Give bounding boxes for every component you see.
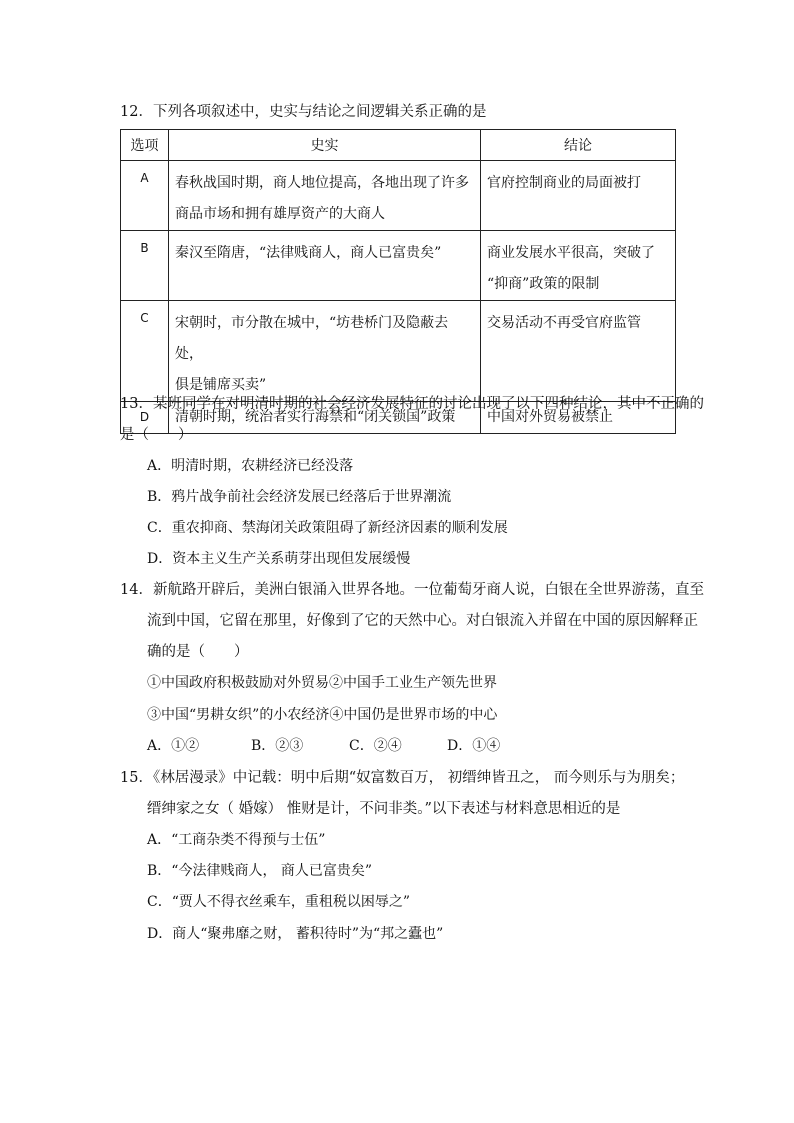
table-row — [121, 301, 676, 402]
fact-text: 俱是铺席买卖” — [175, 377, 267, 393]
q14-option-a: A．①② — [147, 738, 200, 754]
fact-text: 商品市场和拥有雄厚资产的大商人 — [175, 206, 385, 222]
conclusion-cell — [481, 161, 676, 231]
table-row — [121, 161, 676, 231]
q14-stem-line2: 流到中国，它留在那里，好像到了它的天然中心。对白银流入并留在中国的原因解释正 — [147, 613, 698, 629]
conclusion-text: “抑商”政策的限制 — [487, 276, 600, 292]
q12-table — [120, 129, 676, 434]
q14-stem-line1: 14．新航路开辟后，美洲白银涌入世界各地。一位葡萄牙商人说，白银在全世界游荡，直至 — [120, 582, 704, 598]
q15-stem-line2: 缙绅家之女（ 婚嫁） 惟财是计，不问非类。”以下表述与材料意思相近的是 — [147, 801, 621, 817]
header-option: 选项 — [121, 130, 169, 161]
row-label: C — [121, 301, 169, 402]
conclusion-text: 商业发展水平很高，突破了 — [487, 245, 655, 261]
q15-stem-line1: 15．《林居漫录》中记载：明中后期“奴富数百万， 初缙绅皆丑之， 而今则乐与为朋矣； — [120, 770, 685, 786]
q15-option-d: D．商人“聚弗靡之财， 蓄积待时”为“邦之蠹也” — [147, 926, 444, 942]
q13-stem-line2: 是（ ） — [120, 427, 193, 443]
q14-stem-line3: 确的是（ ） — [147, 644, 249, 660]
row-label: D — [121, 402, 169, 434]
conclusion-cell — [481, 231, 676, 301]
q13-stem-line1: 13．某班同学在对明清时期的社会经济发展特征的讨论出现了以下四种结论，其中不正确的 — [120, 396, 704, 412]
fact-cell — [169, 231, 481, 301]
q13-option-d: D．资本主义生产关系萌芽出现但发展缓慢 — [147, 551, 411, 567]
table-header-row — [121, 130, 676, 161]
conclusion-text: 中国对外贸易被禁止 — [487, 409, 613, 425]
q13-option-b: B．鸦片战争前社会经济发展已经落后于世界潮流 — [147, 489, 452, 505]
fact-text: 春秋战国时期，商人地位提高，各地出现了许多 — [175, 175, 469, 191]
fact-cell — [169, 161, 481, 231]
table-row — [121, 231, 676, 301]
q13-option-c: C．重农抑商、禁海闭关政策阻碍了新经济因素的顺利发展 — [147, 520, 508, 536]
conclusion-text: 交易活动不再受官府监管 — [487, 315, 641, 331]
q15-option-a: A．“工商杂类不得预与士伍” — [147, 832, 326, 848]
conclusion-cell — [481, 301, 676, 402]
q12-stem: 12．下列各项叙述中，史实与结论之间逻辑关系正确的是 — [120, 104, 487, 120]
q14-item-line1: ①中国政府积极鼓励对外贸易②中国手工业生产领先世界 — [147, 675, 497, 691]
q15-option-c: C．“贾人不得衣丝乘车，重租税以困辱之” — [147, 894, 411, 910]
header-conclusion: 结论 — [481, 130, 676, 161]
q14-option-d: D．①④ — [447, 738, 501, 754]
fact-text: 宋朝时，市分散在城中，“坊巷桥门及隐蔽去处， — [175, 315, 449, 362]
q13-option-a: A．明清时期，农耕经济已经没落 — [147, 458, 354, 474]
fact-cell — [169, 301, 481, 402]
fact-text: 清朝时期，统治者实行海禁和“闭关锁国”政策 — [175, 409, 456, 425]
conclusion-text: 官府控制商业的局面被打 — [487, 175, 641, 191]
q15-option-b: B．“今法律贱商人， 商人已富贵矣” — [147, 863, 373, 879]
fact-text: 秦汉至隋唐，“法律贱商人，商人已富贵矣” — [175, 245, 442, 261]
row-label: A — [121, 161, 169, 231]
row-label: B — [121, 231, 169, 301]
q14-option-c: C．②④ — [349, 738, 402, 754]
q14-options — [147, 739, 500, 753]
header-fact: 史实 — [169, 130, 481, 161]
q14-item-line2: ③中国“男耕女织”的小农经济④中国仍是世界市场的中心 — [147, 707, 498, 723]
q14-option-b: B．②③ — [251, 738, 304, 754]
